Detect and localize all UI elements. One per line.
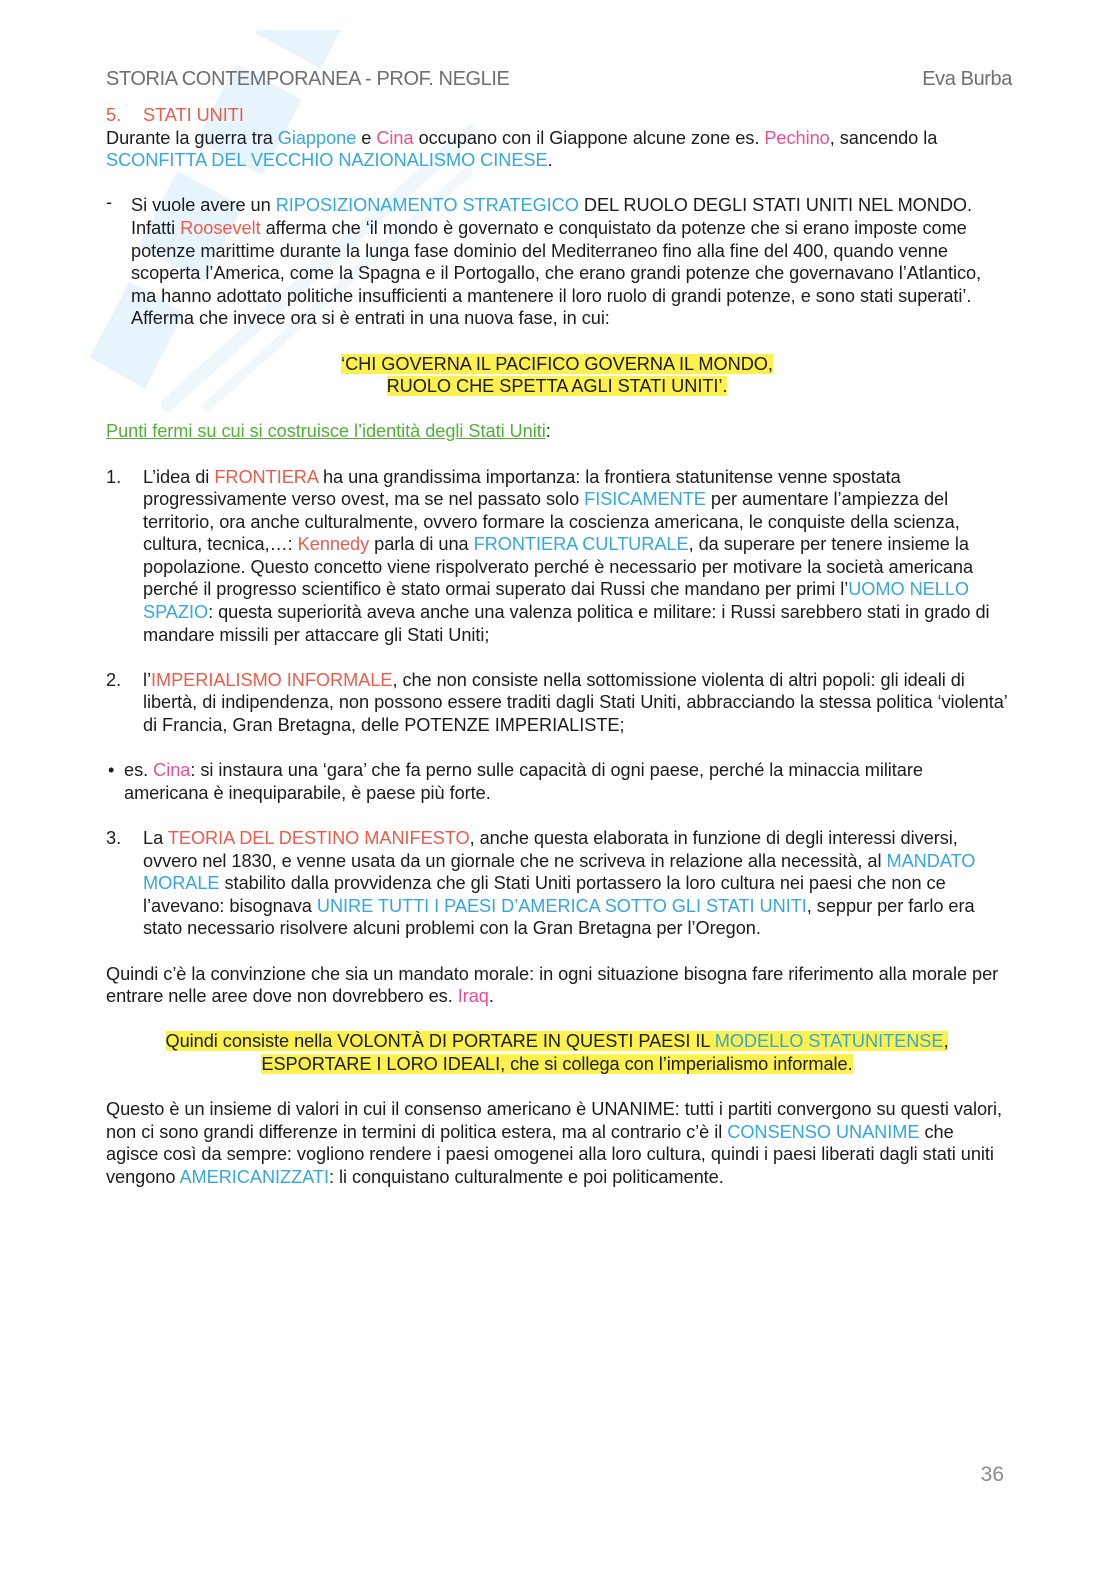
item-2-text bbox=[143, 669, 1008, 737]
numbered-item-1 bbox=[106, 466, 1008, 647]
text-run: . bbox=[488, 986, 494, 1007]
section-heading bbox=[106, 104, 1008, 127]
text-run: occupano con il Giappone alcune zone es. bbox=[413, 127, 765, 148]
section-number: 5. bbox=[106, 105, 122, 125]
term-mandato-morale: MANDATO MORALE bbox=[143, 850, 976, 894]
final-paragraph bbox=[106, 1098, 1008, 1188]
term-sconfitta: SCONFITTA DEL VECCHIO NAZIONALISMO CINESE bbox=[106, 150, 548, 171]
term-fisicamente: FISICAMENTE bbox=[584, 489, 706, 510]
quote-line-1 bbox=[166, 1031, 949, 1051]
text-run: , seppur per farlo era stato necessario risolvere alcuni problemi con la Gran Bretagna per l’Oregon. bbox=[143, 895, 975, 939]
dash-item-text bbox=[131, 194, 1008, 330]
term-uomo-nello-spazio: UOMO NELLO SPAZIO bbox=[143, 579, 969, 623]
course-title: STORIA CONTEMPORANEA - PROF. NEGLIE bbox=[106, 68, 510, 90]
quote-modello bbox=[106, 1030, 1008, 1075]
quote-line-2: RUOLO CHE SPETTA AGLI STATI UNITI’. bbox=[386, 376, 728, 397]
term-pechino: Pechino bbox=[764, 127, 830, 148]
item-number: 1. bbox=[106, 466, 122, 487]
text-run: L’idea di bbox=[143, 466, 215, 487]
dash-list-item bbox=[106, 194, 1008, 330]
spacer bbox=[106, 1008, 1008, 1031]
text-run: e bbox=[356, 127, 377, 148]
author-name: Eva Burba bbox=[922, 68, 1012, 90]
numbered-item-2 bbox=[106, 669, 1008, 737]
bullet-item bbox=[106, 759, 1008, 804]
punti-fermi-label: Punti fermi su cui si costruisce l’identità degli Stati Uniti bbox=[106, 421, 546, 442]
spacer bbox=[106, 330, 1008, 353]
text-run: ha una grandissima importanza: la frontiera statunitense venne spostata progressivamente verso ovest, ma se nel passato solo bbox=[143, 466, 901, 510]
term-unire: UNIRE TUTTI I PAESI D’AMERICA SOTTO GLI STATI UNITI bbox=[316, 895, 807, 916]
text-run: . bbox=[547, 150, 553, 171]
numbered-item-3 bbox=[106, 827, 1008, 940]
term-americanizzati: AMERICANIZZATI bbox=[179, 1166, 329, 1187]
text-run: per aumentare l’ampiezza del territorio, ora anche culturalmente, ovvero formare la coscienza americana, le conquiste della scienza, cultura, tecnica,…: bbox=[143, 489, 960, 555]
item-1-text bbox=[143, 466, 1008, 647]
text-run: che agisce così da sempre: vogliono rendere i paesi omogenei alla loro cultura, quindi i paesi liberati dagli stati uniti vengono bbox=[106, 1121, 994, 1187]
quote-line-2: ESPORTARE I LORO IDEALI, che si collega con l’imperialismo informale. bbox=[261, 1053, 853, 1074]
spacer bbox=[106, 398, 1008, 421]
text-run: stabilito dalla provvidenza che gli Stati Uniti portassero la loro cultura nei paesi che non ce l’avevano: bisognava bbox=[143, 873, 946, 916]
term-imperialismo: IMPERIALISMO INFORMALE bbox=[150, 669, 393, 690]
intro-paragraph bbox=[106, 127, 1008, 172]
spacer bbox=[106, 172, 1008, 195]
section-title: STATI UNITI bbox=[143, 105, 244, 125]
quote-pacifico bbox=[106, 353, 1008, 398]
text-run: , anche questa elaborata in funzione di degli interessi diversi, ovvero nel 1830, e venne usata da un giornale che ne scriveva in relazione alla necessità, al bbox=[143, 828, 958, 871]
term-consenso-unanime: CONSENSO UNANIME bbox=[727, 1121, 920, 1142]
text-run: DEL RUOLO DEGLI STATI UNITI NEL MONDO. Infatti bbox=[131, 195, 973, 238]
page-number: 36 bbox=[980, 1463, 1004, 1486]
term-iraq: Iraq bbox=[457, 986, 489, 1007]
text-run: Quindi consiste nella VOLONTÀ DI PORTARE IN QUESTI PAESI IL bbox=[165, 1031, 715, 1052]
punti-fermi-heading bbox=[106, 420, 1008, 443]
page-header bbox=[106, 68, 1012, 96]
term-cina: Cina bbox=[376, 127, 414, 148]
text-run: La bbox=[143, 828, 168, 848]
quote-line-1: ‘CHI GOVERNA IL PACIFICO GOVERNA IL MONDO, bbox=[341, 353, 773, 374]
text-run: : bbox=[545, 421, 551, 442]
spacer bbox=[106, 443, 1008, 466]
text-run: l’ bbox=[143, 669, 151, 690]
term-teoria: TEORIA DEL DESTINO MANIFESTO bbox=[167, 828, 470, 848]
term-roosevelt: Roosevelt bbox=[180, 217, 261, 238]
item-3-text bbox=[143, 827, 1008, 940]
text-run: es. bbox=[124, 760, 154, 781]
text-run: , bbox=[943, 1031, 949, 1052]
item-number: 2. bbox=[106, 669, 122, 690]
text-run: : questa superiorità aveva anche una valenza politica e militare: i Russi sarebbero stati in grado di mandare missili per attaccare gli Stati Uniti; bbox=[143, 602, 990, 645]
spacer bbox=[106, 646, 1008, 669]
text-run: , da superare per tenere insieme la popolazione. Questo concetto viene rispolverato perché è necessario per motivare la società americana perché il progresso scientifico è stato ormai superato dai Russi che mandano per primi l’ bbox=[143, 534, 974, 600]
term-modello-statunitense: MODELLO STATUNITENSE bbox=[714, 1031, 944, 1052]
bullet-text bbox=[124, 759, 1008, 804]
text-run: : si instaura una ‘gara’ che fa perno sulle capacità di ogni paese, perché la minaccia militare americana è inequiparabile, è paese più forte. bbox=[124, 760, 923, 803]
page-content bbox=[106, 104, 1008, 1189]
text-run: , che non consiste nella sottomissione violenta di altri popoli: gli ideali di libertà, di indipendenza, non possono essere traditi dagli Stati Uniti, abbracciando la stessa politica ‘violenta’ di Francia, Gran Bretagna, delle POTENZE IMPERIALISTE; bbox=[143, 669, 1008, 736]
text-run: parla di una bbox=[369, 534, 474, 555]
text-run: Durante la guerra tra bbox=[106, 127, 278, 148]
text-run: : li conquistano culturalmente e poi politicamente. bbox=[328, 1166, 724, 1187]
term-giappone: Giappone bbox=[277, 127, 357, 148]
text-run: Quindi c’è la convinzione che sia un mandato morale: in ogni situazione bisogna fare riferimento alla morale per entrare nelle aree dove non dovrebbero es. bbox=[106, 963, 999, 1007]
term-frontiera-culturale: FRONTIERA CULTURALE bbox=[473, 534, 689, 555]
spacer bbox=[106, 804, 1008, 827]
quindi-paragraph bbox=[106, 963, 1008, 1008]
text-run: Questo è un insieme di valori in cui il consenso americano è UNANIME: tutti i partiti convergono su questi valori, non ci sono grandi differenze in termini di politica estera, ma al contrario c’è il bbox=[106, 1099, 1003, 1142]
spacer bbox=[106, 737, 1008, 760]
text-run: afferma che ‘il mondo è governato e conquistato da potenze che si erano imposte come potenze marittime durante la lunga fase dominio del Mediterraneo fino alla fine del 400, quando venne scoperta l’America, come la Spagna e il Portogallo, che erano grandi potenze che governavano l’Atlantico, ma hanno adottato politiche insufficienti a mantenere il loro ruolo di grandi potenze, e sono stati superati’. Afferma che invece ora si è entrati in una nuova fase, in cui: bbox=[131, 217, 982, 329]
spacer bbox=[106, 1076, 1008, 1099]
dash-marker: - bbox=[106, 192, 113, 213]
spacer bbox=[106, 940, 1008, 963]
text-run: , sancendo la bbox=[829, 127, 938, 148]
item-number: 3. bbox=[106, 828, 122, 848]
term-frontiera: FRONTIERA bbox=[214, 466, 318, 487]
term-riposizionamento: RIPOSIZIONAMENTO STRATEGICO bbox=[275, 195, 579, 216]
term-cina: Cina bbox=[153, 760, 191, 781]
text-run: Si vuole avere un bbox=[131, 195, 276, 216]
bullet-marker: • bbox=[108, 760, 115, 781]
term-kennedy: Kennedy bbox=[297, 534, 370, 555]
